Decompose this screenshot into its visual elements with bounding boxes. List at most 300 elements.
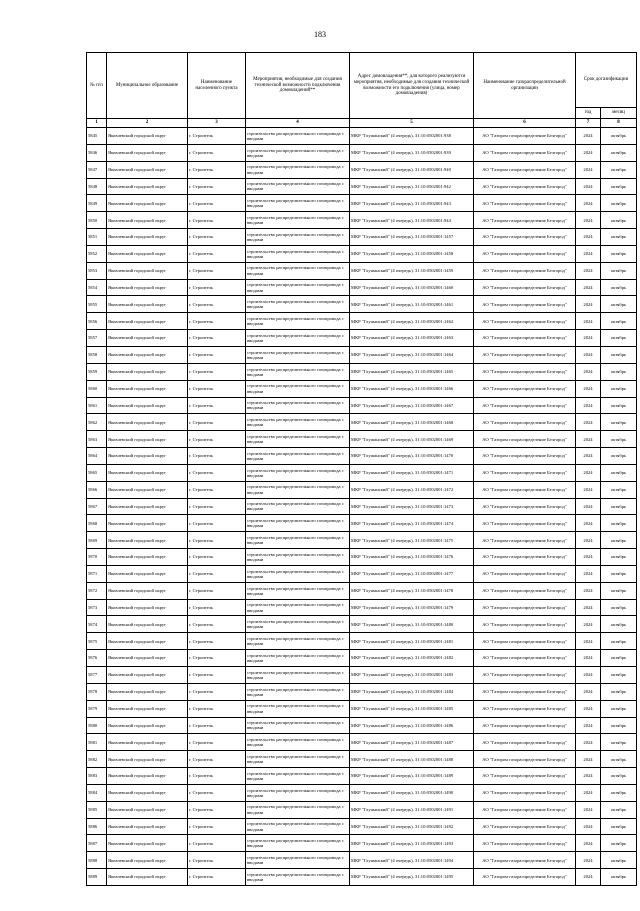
table-row: [87, 835, 637, 852]
cell-year: 2024: [576, 245, 601, 262]
cell-organization: АО "Газпром газораспределение Белгород": [474, 549, 576, 566]
cell-address: МКР "Глушанский" (4 очередь), 31:10:0502001:1466: [350, 380, 474, 397]
table-header: [87, 53, 637, 128]
cell-municipality: Яковлевский городской округ: [107, 195, 188, 212]
cell-activities: строительство распределительного газопровода с вводами: [246, 346, 350, 363]
table-row: [87, 784, 637, 801]
cell-address: МКР "Глушанский" (4 очередь), 31:10:0502001:1457: [350, 229, 474, 246]
cell-address: МКР "Глушанский" (4 очередь), 31:10:0502001:1487: [350, 734, 474, 751]
cell-year: 2024: [576, 380, 601, 397]
cell-address: МКР "Глушанский" (4 очередь), 31:10:0502001:1470: [350, 448, 474, 465]
cell-month: октябрь: [601, 683, 637, 700]
cell-organization: АО "Газпром газораспределение Белгород": [474, 161, 576, 178]
header-activities: Мероприятия, необходимые для создания технической возможности подключения домовладений**: [246, 53, 350, 119]
cell-address: МКР "Глушанский" (4 очередь), 31:10:0502001:1464: [350, 346, 474, 363]
cell-year: 2024: [576, 448, 601, 465]
cell-year: 2024: [576, 818, 601, 835]
cell-row-number: 5868: [87, 515, 107, 532]
cell-year: 2024: [576, 683, 601, 700]
cell-year: 2024: [576, 869, 601, 886]
cell-activities: строительство распределительного газопровода с вводами: [246, 532, 350, 549]
cell-municipality: Яковлевский городской округ: [107, 768, 188, 785]
cell-municipality: Яковлевский городской округ: [107, 633, 188, 650]
cell-year: 2024: [576, 346, 601, 363]
table-row: [87, 346, 637, 363]
cell-municipality: Яковлевский городской округ: [107, 448, 188, 465]
cell-organization: АО "Газпром газораспределение Белгород": [474, 330, 576, 347]
table-row: [87, 818, 637, 835]
cell-organization: АО "Газпром газораспределение Белгород": [474, 700, 576, 717]
cell-municipality: Яковлевский городской округ: [107, 431, 188, 448]
cell-address: МКР "Глушанский" (4 очередь), 31:10:0502001:1480: [350, 616, 474, 633]
cell-year: 2024: [576, 599, 601, 616]
cell-year: 2024: [576, 481, 601, 498]
cell-row-number: 5879: [87, 700, 107, 717]
cell-locality: г. Строитель: [188, 279, 246, 296]
cell-organization: АО "Газпром газораспределение Белгород": [474, 532, 576, 549]
cell-municipality: Яковлевский городской округ: [107, 346, 188, 363]
cell-year: 2024: [576, 178, 601, 195]
cell-locality: г. Строитель: [188, 346, 246, 363]
cell-locality: г. Строитель: [188, 245, 246, 262]
cell-locality: г. Строитель: [188, 599, 246, 616]
cell-month: октябрь: [601, 414, 637, 431]
cell-activities: строительство распределительного газопровода с вводами: [246, 616, 350, 633]
cell-row-number: 5886: [87, 818, 107, 835]
cell-locality: г. Строитель: [188, 414, 246, 431]
cell-row-number: 5880: [87, 717, 107, 734]
cell-address: МКР "Глушанский" (4 очередь), 31:10:0502001:1459: [350, 262, 474, 279]
cell-year: 2024: [576, 144, 601, 161]
cell-month: октябрь: [601, 515, 637, 532]
cell-year: 2024: [576, 667, 601, 684]
table-row: [87, 565, 637, 582]
cell-year: 2024: [576, 195, 601, 212]
header-locality: Наименование населенного пункта: [188, 53, 246, 119]
cell-organization: АО "Газпром газораспределение Белгород": [474, 835, 576, 852]
table-row: [87, 245, 637, 262]
cell-locality: г. Строитель: [188, 582, 246, 599]
cell-address: МКР "Глушанский" (4 очередь), 31:10:0502001:1489: [350, 768, 474, 785]
cell-row-number: 5869: [87, 532, 107, 549]
cell-address: МКР "Глушанский" (4 очередь), 31:10:0502001:1461: [350, 296, 474, 313]
cell-row-number: 5877: [87, 667, 107, 684]
cell-address: МКР "Глушанский" (4 очередь), 31:10:0502001:1469: [350, 431, 474, 448]
cell-row-number: 5878: [87, 683, 107, 700]
cell-organization: АО "Газпром газораспределение Белгород": [474, 431, 576, 448]
cell-address: МКР "Глушанский" (4 очередь), 31:10:0502001:1467: [350, 397, 474, 414]
cell-row-number: 5847: [87, 161, 107, 178]
cell-organization: АО "Газпром газораспределение Белгород": [474, 717, 576, 734]
cell-year: 2024: [576, 582, 601, 599]
cell-address: МКР "Глушанский" (4 очередь), 31:10:0502001:1493: [350, 835, 474, 852]
cell-activities: строительство распределительного газопровода с вводами: [246, 178, 350, 195]
cell-year: 2024: [576, 128, 601, 145]
cell-locality: г. Строитель: [188, 515, 246, 532]
cell-organization: АО "Газпром газораспределение Белгород": [474, 414, 576, 431]
cell-organization: АО "Газпром газораспределение Белгород": [474, 633, 576, 650]
cell-organization: АО "Газпром газораспределение Белгород": [474, 582, 576, 599]
cell-activities: строительство распределительного газопровода с вводами: [246, 397, 350, 414]
cell-address: МКР "Глушанский" (4 очередь), 31:10:0502001:1486: [350, 717, 474, 734]
cell-locality: г. Строитель: [188, 532, 246, 549]
cell-row-number: 5884: [87, 784, 107, 801]
cell-municipality: Яковлевский городской округ: [107, 650, 188, 667]
cell-row-number: 5864: [87, 448, 107, 465]
cell-year: 2024: [576, 229, 601, 246]
cell-month: октябрь: [601, 751, 637, 768]
cell-address: МКР "Глушанский" (4 очередь), 31:10:0502001:1488: [350, 751, 474, 768]
cell-municipality: Яковлевский городской округ: [107, 397, 188, 414]
cell-activities: строительство распределительного газопровода с вводами: [246, 700, 350, 717]
cell-month: октябрь: [601, 144, 637, 161]
cell-municipality: Яковлевский городской округ: [107, 616, 188, 633]
cell-year: 2024: [576, 313, 601, 330]
cell-locality: г. Строитель: [188, 481, 246, 498]
cell-municipality: Яковлевский городской округ: [107, 835, 188, 852]
column-number: 1: [87, 119, 107, 128]
cell-activities: строительство распределительного газопровода с вводами: [246, 262, 350, 279]
cell-municipality: Яковлевский городской округ: [107, 599, 188, 616]
cell-locality: г. Строитель: [188, 262, 246, 279]
column-number: 2: [107, 119, 188, 128]
cell-municipality: Яковлевский городской округ: [107, 751, 188, 768]
cell-year: 2024: [576, 363, 601, 380]
cell-year: 2024: [576, 650, 601, 667]
cell-month: октябрь: [601, 717, 637, 734]
cell-organization: АО "Газпром газораспределение Белгород": [474, 464, 576, 481]
cell-locality: г. Строитель: [188, 683, 246, 700]
table-row: [87, 481, 637, 498]
cell-month: октябрь: [601, 397, 637, 414]
cell-activities: строительство распределительного газопровода с вводами: [246, 245, 350, 262]
cell-year: 2024: [576, 801, 601, 818]
cell-locality: г. Строитель: [188, 144, 246, 161]
cell-activities: строительство распределительного газопровода с вводами: [246, 414, 350, 431]
cell-organization: АО "Газпром газораспределение Белгород": [474, 481, 576, 498]
cell-row-number: 5856: [87, 313, 107, 330]
cell-activities: строительство распределительного газопровода с вводами: [246, 818, 350, 835]
cell-row-number: 5876: [87, 650, 107, 667]
cell-year: 2024: [576, 498, 601, 515]
cell-municipality: Яковлевский городской округ: [107, 700, 188, 717]
cell-activities: строительство распределительного газопровода с вводами: [246, 751, 350, 768]
cell-row-number: 5872: [87, 582, 107, 599]
cell-organization: АО "Газпром газораспределение Белгород": [474, 229, 576, 246]
table-row: [87, 515, 637, 532]
table-row: [87, 464, 637, 481]
cell-municipality: Яковлевский городской округ: [107, 262, 188, 279]
cell-row-number: 5855: [87, 296, 107, 313]
cell-activities: строительство распределительного газопровода с вводами: [246, 464, 350, 481]
cell-organization: АО "Газпром газораспределение Белгород": [474, 313, 576, 330]
cell-month: октябрь: [601, 262, 637, 279]
column-number: 4: [246, 119, 350, 128]
cell-activities: строительство распределительного газопровода с вводами: [246, 363, 350, 380]
cell-municipality: Яковлевский городской округ: [107, 818, 188, 835]
cell-year: 2024: [576, 852, 601, 869]
cell-row-number: 5859: [87, 363, 107, 380]
cell-organization: АО "Газпром газораспределение Белгород": [474, 178, 576, 195]
table-row: [87, 700, 637, 717]
cell-month: октябрь: [601, 195, 637, 212]
cell-month: октябрь: [601, 431, 637, 448]
header-deadline: Срок догазификации: [576, 53, 637, 108]
cell-address: МКР "Глушанский" (4 очередь), 31:10:0502001:944: [350, 212, 474, 229]
table-row: [87, 363, 637, 380]
table-row: [87, 330, 637, 347]
cell-year: 2024: [576, 734, 601, 751]
cell-month: октябрь: [601, 667, 637, 684]
cell-organization: АО "Газпром газораспределение Белгород": [474, 565, 576, 582]
cell-activities: строительство распределительного газопровода с вводами: [246, 852, 350, 869]
cell-activities: строительство распределительного газопровода с вводами: [246, 313, 350, 330]
cell-month: октябрь: [601, 229, 637, 246]
table-row: [87, 144, 637, 161]
cell-activities: строительство распределительного газопровода с вводами: [246, 229, 350, 246]
cell-locality: г. Строитель: [188, 565, 246, 582]
table-row: [87, 801, 637, 818]
cell-address: МКР "Глушанский" (4 очередь), 31:10:0502001:1476: [350, 549, 474, 566]
cell-month: октябрь: [601, 212, 637, 229]
cell-row-number: 5862: [87, 414, 107, 431]
cell-municipality: Яковлевский городской округ: [107, 565, 188, 582]
cell-year: 2024: [576, 279, 601, 296]
cell-address: МКР "Глушанский" (4 очередь), 31:10:0502001:1472: [350, 481, 474, 498]
cell-locality: г. Строитель: [188, 751, 246, 768]
table-row: [87, 414, 637, 431]
cell-year: 2024: [576, 431, 601, 448]
cell-row-number: 5889: [87, 869, 107, 886]
cell-locality: г. Строитель: [188, 784, 246, 801]
cell-year: 2024: [576, 717, 601, 734]
cell-municipality: Яковлевский городской округ: [107, 464, 188, 481]
cell-row-number: 5845: [87, 128, 107, 145]
cell-organization: АО "Газпром газораспределение Белгород": [474, 768, 576, 785]
cell-locality: г. Строитель: [188, 498, 246, 515]
cell-activities: строительство распределительного газопровода с вводами: [246, 144, 350, 161]
cell-year: 2024: [576, 768, 601, 785]
table-row: [87, 431, 637, 448]
cell-organization: АО "Газпром газораспределение Белгород": [474, 212, 576, 229]
cell-organization: АО "Газпром газораспределение Белгород": [474, 869, 576, 886]
cell-address: МКР "Глушанский" (4 очередь), 31:10:0502001:1485: [350, 700, 474, 717]
cell-locality: г. Строитель: [188, 633, 246, 650]
table-row: [87, 549, 637, 566]
cell-municipality: Яковлевский городской округ: [107, 801, 188, 818]
table-row: [87, 262, 637, 279]
cell-month: октябрь: [601, 818, 637, 835]
cell-month: октябрь: [601, 599, 637, 616]
header-month: месяц: [601, 108, 637, 119]
cell-year: 2024: [576, 633, 601, 650]
cell-organization: АО "Газпром газораспределение Белгород": [474, 279, 576, 296]
cell-month: октябрь: [601, 869, 637, 886]
cell-activities: строительство распределительного газопровода с вводами: [246, 667, 350, 684]
cell-organization: АО "Газпром газораспределение Белгород": [474, 245, 576, 262]
cell-organization: АО "Газпром газораспределение Белгород": [474, 363, 576, 380]
cell-municipality: Яковлевский городской округ: [107, 734, 188, 751]
table-row: [87, 296, 637, 313]
cell-activities: строительство распределительного газопровода с вводами: [246, 515, 350, 532]
cell-month: октябрь: [601, 245, 637, 262]
cell-month: октябрь: [601, 784, 637, 801]
cell-month: октябрь: [601, 448, 637, 465]
table-row: [87, 616, 637, 633]
cell-address: МКР "Глушанский" (4 очередь), 31:10:0502001:1481: [350, 633, 474, 650]
cell-municipality: Яковлевский городской округ: [107, 532, 188, 549]
table-row: [87, 667, 637, 684]
cell-month: октябрь: [601, 582, 637, 599]
cell-year: 2024: [576, 464, 601, 481]
cell-organization: АО "Газпром газораспределение Белгород": [474, 734, 576, 751]
cell-locality: г. Строитель: [188, 667, 246, 684]
cell-month: октябрь: [601, 363, 637, 380]
cell-month: октябрь: [601, 852, 637, 869]
cell-municipality: Яковлевский городской округ: [107, 212, 188, 229]
cell-row-number: 5848: [87, 178, 107, 195]
cell-activities: строительство распределительного газопровода с вводами: [246, 717, 350, 734]
cell-month: октябрь: [601, 565, 637, 582]
gasification-table: [86, 52, 637, 886]
column-number: 8: [601, 119, 637, 128]
cell-municipality: Яковлевский городской округ: [107, 313, 188, 330]
cell-row-number: 5860: [87, 380, 107, 397]
cell-locality: г. Строитель: [188, 330, 246, 347]
cell-month: октябрь: [601, 549, 637, 566]
cell-row-number: 5853: [87, 262, 107, 279]
cell-organization: АО "Газпром газораспределение Белгород": [474, 380, 576, 397]
cell-row-number: 5846: [87, 144, 107, 161]
cell-address: МКР "Глушанский" (4 очередь), 31:10:0502001:1473: [350, 498, 474, 515]
cell-year: 2024: [576, 397, 601, 414]
cell-address: МКР "Глушанский" (4 очередь), 31:10:0502001:1491: [350, 801, 474, 818]
cell-row-number: 5871: [87, 565, 107, 582]
cell-activities: строительство распределительного газопровода с вводами: [246, 330, 350, 347]
cell-municipality: Яковлевский городской округ: [107, 869, 188, 886]
cell-municipality: Яковлевский городской округ: [107, 144, 188, 161]
table-row: [87, 869, 637, 886]
cell-month: октябрь: [601, 178, 637, 195]
cell-address: МКР "Глушанский" (4 очередь), 31:10:0502001:1474: [350, 515, 474, 532]
cell-row-number: 5866: [87, 481, 107, 498]
cell-organization: АО "Газпром газораспределение Белгород": [474, 683, 576, 700]
cell-municipality: Яковлевский городской округ: [107, 296, 188, 313]
table-row: [87, 195, 637, 212]
cell-row-number: 5854: [87, 279, 107, 296]
header-year: год: [576, 108, 601, 119]
cell-row-number: 5852: [87, 245, 107, 262]
cell-municipality: Яковлевский городской округ: [107, 667, 188, 684]
cell-activities: строительство распределительного газопровода с вводами: [246, 599, 350, 616]
cell-row-number: 5888: [87, 852, 107, 869]
cell-activities: строительство распределительного газопровода с вводами: [246, 431, 350, 448]
cell-year: 2024: [576, 700, 601, 717]
table-row: [87, 852, 637, 869]
cell-locality: г. Строитель: [188, 380, 246, 397]
cell-activities: строительство распределительного газопровода с вводами: [246, 161, 350, 178]
cell-address: МКР "Глушанский" (4 очередь), 31:10:0502001:1482: [350, 650, 474, 667]
cell-year: 2024: [576, 330, 601, 347]
cell-activities: строительство распределительного газопровода с вводами: [246, 549, 350, 566]
cell-activities: строительство распределительного газопровода с вводами: [246, 481, 350, 498]
cell-month: октябрь: [601, 700, 637, 717]
cell-month: октябрь: [601, 734, 637, 751]
table-row: [87, 161, 637, 178]
table-row: [87, 582, 637, 599]
cell-month: октябрь: [601, 346, 637, 363]
cell-municipality: Яковлевский городской округ: [107, 852, 188, 869]
cell-row-number: 5867: [87, 498, 107, 515]
cell-address: МКР "Глушанский" (4 очередь), 31:10:0502001:943: [350, 195, 474, 212]
cell-organization: АО "Газпром газораспределение Белгород": [474, 262, 576, 279]
cell-row-number: 5865: [87, 464, 107, 481]
cell-activities: строительство распределительного газопровода с вводами: [246, 296, 350, 313]
cell-activities: строительство распределительного газопровода с вводами: [246, 212, 350, 229]
cell-month: октябрь: [601, 532, 637, 549]
cell-locality: г. Строитель: [188, 734, 246, 751]
cell-row-number: 5858: [87, 346, 107, 363]
cell-year: 2024: [576, 549, 601, 566]
cell-activities: строительство распределительного газопровода с вводами: [246, 784, 350, 801]
cell-address: МКР "Глушанский" (4 очередь), 31:10:0502001:940: [350, 161, 474, 178]
cell-locality: г. Строитель: [188, 869, 246, 886]
column-number: 3: [188, 119, 246, 128]
header-municipality: Муниципальное образование: [107, 53, 188, 119]
cell-year: 2024: [576, 262, 601, 279]
cell-year: 2024: [576, 616, 601, 633]
table-row: [87, 380, 637, 397]
cell-municipality: Яковлевский городской округ: [107, 128, 188, 145]
table-row: [87, 599, 637, 616]
cell-municipality: Яковлевский городской округ: [107, 414, 188, 431]
cell-municipality: Яковлевский городской округ: [107, 178, 188, 195]
header-address: Адрес домовладения**, для которого реализуются мероприятия, необходимые для создания технической возможности его подключения (улица, номер домовладения): [350, 53, 474, 119]
cell-address: МКР "Глушанский" (4 очередь), 31:10:0502001:939: [350, 144, 474, 161]
cell-locality: г. Строитель: [188, 801, 246, 818]
cell-locality: г. Строитель: [188, 195, 246, 212]
cell-month: октябрь: [601, 279, 637, 296]
cell-activities: строительство распределительного газопровода с вводами: [246, 633, 350, 650]
cell-organization: АО "Газпром газораспределение Белгород": [474, 599, 576, 616]
cell-address: МКР "Глушанский" (4 очередь), 31:10:0502001:1468: [350, 414, 474, 431]
cell-month: октябрь: [601, 801, 637, 818]
cell-organization: АО "Газпром газораспределение Белгород": [474, 296, 576, 313]
column-number-row: [87, 119, 637, 128]
table-row: [87, 279, 637, 296]
header-num: № п/п: [87, 53, 107, 119]
cell-address: МКР "Глушанский" (4 очередь), 31:10:0502001:1465: [350, 363, 474, 380]
table-row: [87, 128, 637, 145]
cell-organization: АО "Газпром газораспределение Белгород": [474, 397, 576, 414]
cell-locality: г. Строитель: [188, 128, 246, 145]
cell-municipality: Яковлевский городской округ: [107, 582, 188, 599]
table-row: [87, 212, 637, 229]
cell-organization: АО "Газпром газораспределение Белгород": [474, 667, 576, 684]
cell-municipality: Яковлевский городской округ: [107, 363, 188, 380]
cell-month: октябрь: [601, 616, 637, 633]
cell-row-number: 5882: [87, 751, 107, 768]
cell-row-number: 5881: [87, 734, 107, 751]
table-row: [87, 498, 637, 515]
cell-locality: г. Строитель: [188, 818, 246, 835]
cell-row-number: 5873: [87, 599, 107, 616]
cell-organization: АО "Газпром газораспределение Белгород": [474, 195, 576, 212]
cell-locality: г. Строитель: [188, 296, 246, 313]
cell-municipality: Яковлевский городской округ: [107, 717, 188, 734]
cell-address: МКР "Глушанский" (4 очередь), 31:10:0502001:1490: [350, 784, 474, 801]
cell-year: 2024: [576, 784, 601, 801]
